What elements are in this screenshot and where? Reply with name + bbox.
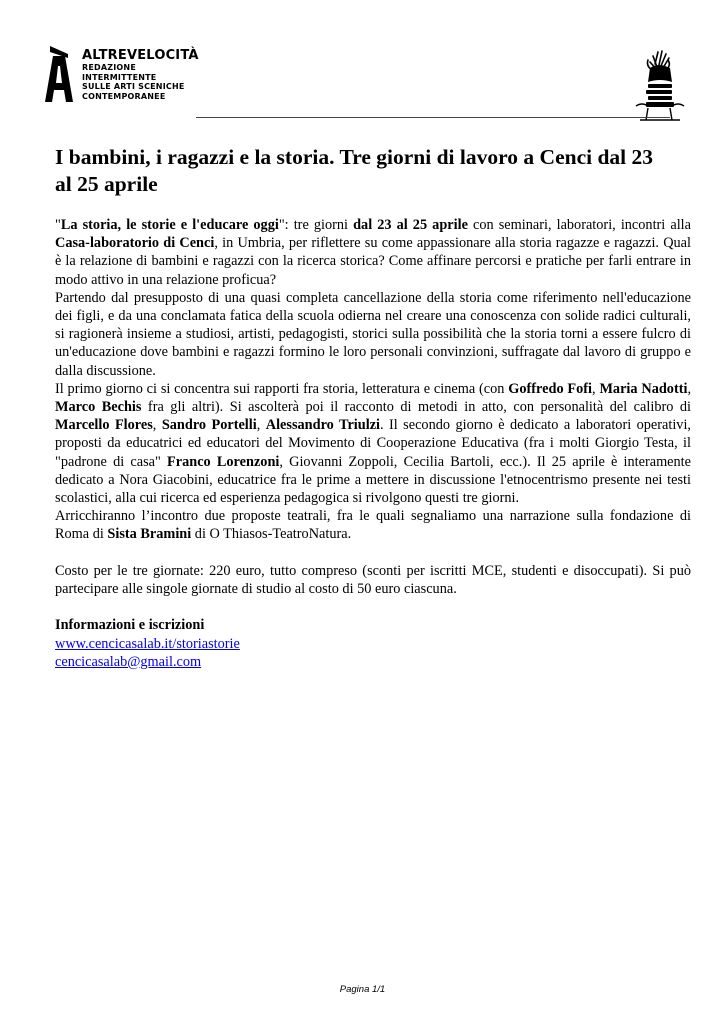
header-divider <box>196 117 670 118</box>
website-link[interactable]: www.cencicasalab.it/storiastorie <box>55 635 240 652</box>
info-links <box>55 635 691 653</box>
tagline-line: REDAZIONE <box>82 63 136 72</box>
article-body <box>55 216 691 671</box>
paragraph: "La storia, le storie e l'educare oggi": tre giorni dal 23 al 25 aprile con seminari, laboratori, incontri alla Casa-laboratorio di Cenci, in Umbria, per riflettere su come appassionare alla storia ragazze e ragazzi. Qual è la relazione di bambini e ragazzi con la ricerca storica? Come affinare percorsi e pratiche per farli entrare in modo attivo in una relazione proficua? <box>55 217 691 288</box>
header-logo <box>44 46 199 106</box>
tagline-line: CONTEMPORANEE <box>82 91 166 101</box>
paragraph: Il primo giorno ci si concentra sui rapporti fra storia, letteratura e cinema (con Goffredo Fofi, Maria Nadotti, Marco Bechis fra gli altri). Si ascolterà poi il racconto di metodi in atto, con personalità del calibro di Marcello Flores, Sandro Portelli, Alessandro Triulzi. Il secondo giorno è dedicato a laboratori operativi, proposti da educatrici ed educatori del Movimento di Cooperazione Educativa (fra i molti Giorgio Testa, il "padrone di casa" Franco Lorenzoni, Giovanni Zoppoli, Cecilia Bartoli, ecc.). Il 25 aprile è interamente dedicato a Nora Giacobini, educatrice fra le prime a mettere in discussione l'etnocentrismo presente nei testi scolastici, alla cui ricerca ed esperienza pedagogica si rivolgono questi tre giorni. <box>55 380 692 507</box>
paragraph-cost: Costo per le tre giornate: 220 euro, tutto compreso (sconti per iscritti MCE, studenti e disoccupati). Si può partecipare alle singole giornate di studio al costo di 50 euro ciascuna. <box>55 562 691 598</box>
info-heading: Informazioni e iscrizioni <box>55 617 205 634</box>
page-title: I bambini, i ragazzi e la storia. Tre giorni di lavoro a Cenci dal 23 al 25 aprile <box>55 145 654 196</box>
tagline-line: INTERMITTENTE <box>82 72 157 82</box>
paragraph: Partendo dal presupposto di una quasi completa cancellazione della storia come riferimento nell'educazione dei figli, e da una conclamata fatica della scuola odierna nel creare una conoscenza con solide radici culturali, si ragionerà insieme a studiosi, artisti, pedagogisti, storici sulla possibilità che la storia torni a essere fulcro di un'educazione dove bambini e ragazzi formino le loro personali convinzioni, suffragate dal lavoro di gruppo e dalla discussione. <box>55 289 691 379</box>
page-number: Pagina 1/1 <box>339 984 386 995</box>
info-links <box>55 653 691 671</box>
logo-text <box>82 48 199 101</box>
a-grave-logo-icon <box>44 46 74 102</box>
tagline-line: SULLE ARTI SCENICHE <box>82 82 185 92</box>
brand-name: ALTREVELOCITÀ <box>82 48 199 63</box>
email-link[interactable]: cencicasalab@gmail.com <box>55 653 202 670</box>
spacer <box>55 598 691 616</box>
person-reading-books-illustration <box>628 48 690 124</box>
spacer <box>55 544 691 562</box>
paragraph: Arricchiranno l’incontro due proposte teatrali, fra le quali segnaliamo una narrazione sulla fondazione di Roma di Sista Bramini di O Thiasos-TeatroNatura. <box>55 508 691 543</box>
